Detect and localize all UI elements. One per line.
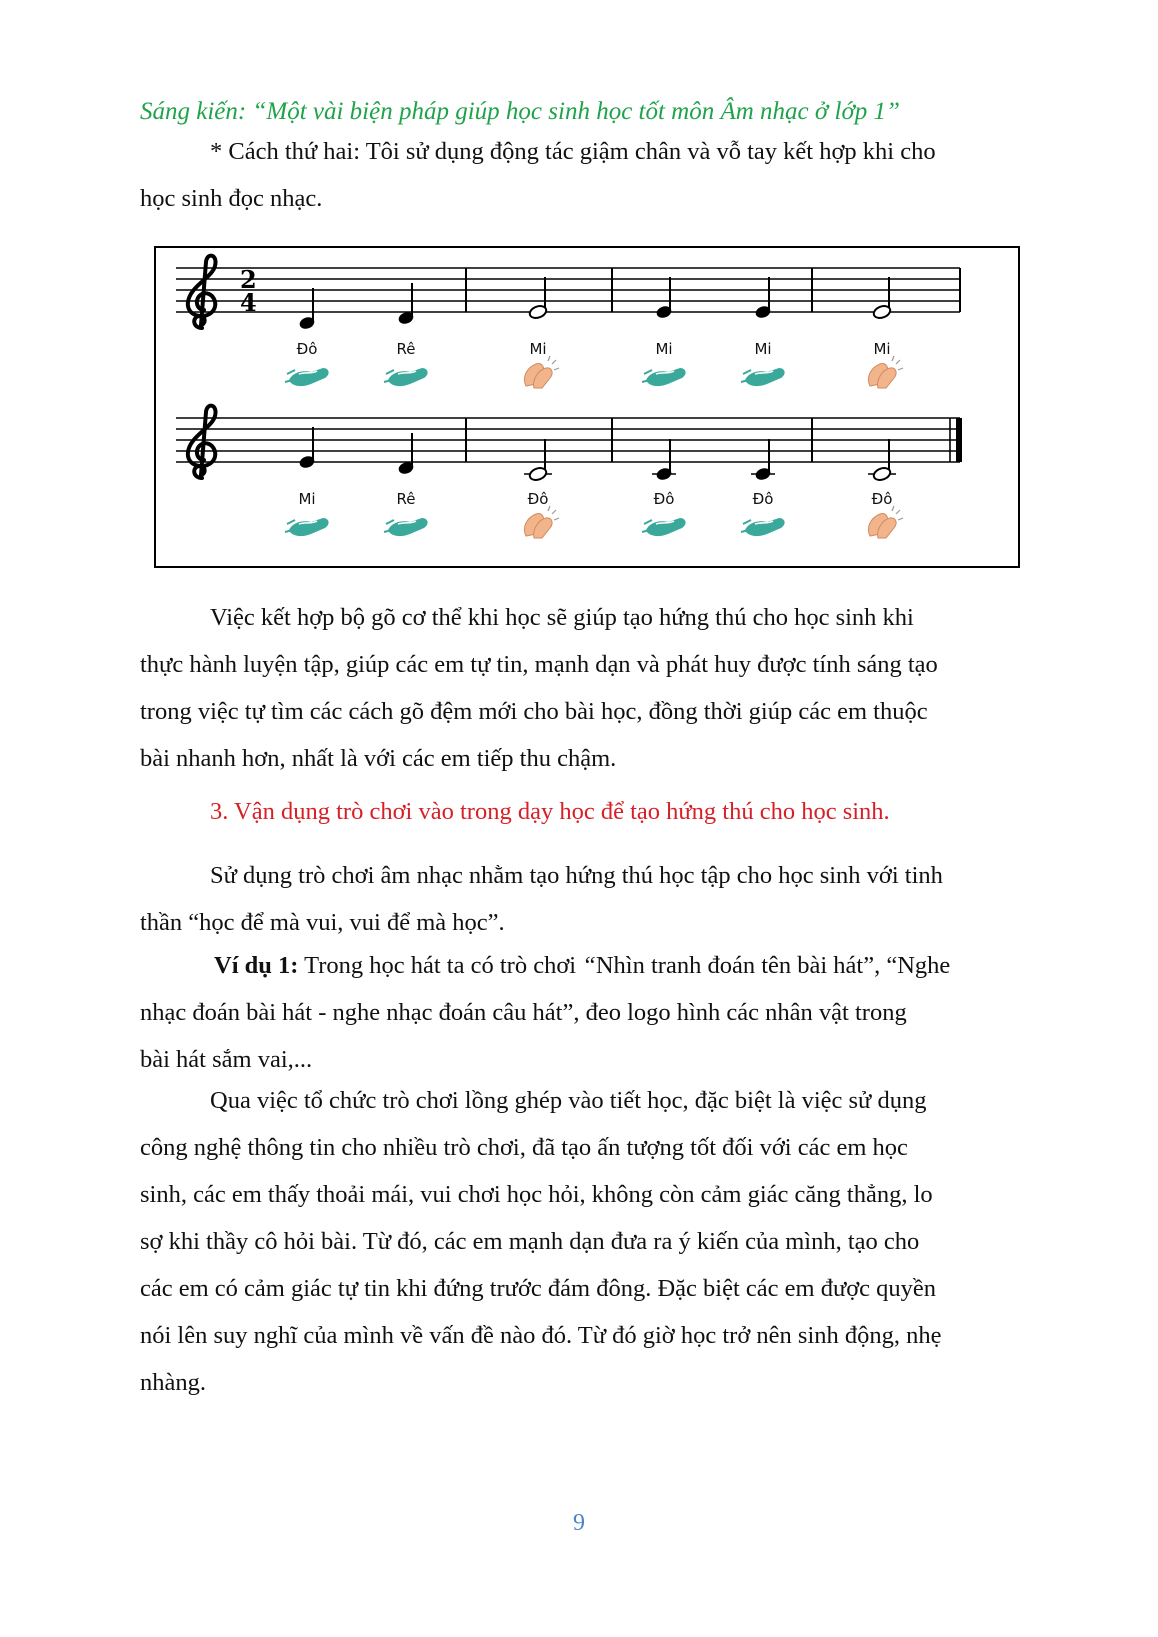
text-line: sợ khi thầy cô hỏi bài. Từ đó, các em mạnh dạn đưa ra ý kiến của mình, tạo cho [140,1228,920,1255]
solfege-label: Đô [527,490,549,508]
stomp-foot-icon [642,518,686,536]
clapping-hands-icon [868,356,903,388]
stomp-foot-icon [285,368,329,386]
music-score-figure [154,246,1020,568]
clapping-hands-icon [524,506,559,538]
intro-paragraph [140,128,1020,222]
clapping-hands-icon [524,356,559,388]
text-line [140,942,1020,989]
paragraph-game-benefits [140,1077,1020,1406]
example-label: Ví dụ 1: [214,952,299,979]
text-line: nhạc đoán bài hát - nghe nhạc đoán câu hát”, đeo logo hình các nhân vật trong [140,999,907,1026]
note [754,277,772,320]
solfege-label: Đô [653,490,675,508]
text-line: nói lên suy nghĩ của mình về vấn đề nào đó. Từ đó giờ học trở nên sinh động, nhẹ [140,1322,942,1349]
treble-clef-icon [188,406,216,478]
solfege-label: Đô [871,490,893,508]
text-fragment: Trong học hát ta có trò chơi [298,952,583,979]
solfege-label: Mi [529,340,547,358]
note [524,439,552,482]
note [298,427,316,470]
text-line: Việc kết hợp bộ gõ cơ thể khi học sẽ giúp tạo hứng thú cho học sinh khi [210,604,914,631]
paragraph-example-1 [140,942,1020,1083]
note [652,439,676,482]
stomp-foot-icon [384,518,428,536]
stomp-foot-icon [741,518,785,536]
stomp-foot-icon [642,368,686,386]
stomp-foot-icon [384,368,428,386]
note [298,288,316,331]
solfege-label: Mi [298,490,316,508]
stomp-foot-icon [285,518,329,536]
text-fragment: Nhìn tranh đoán tên bài hát”, “Nghe [595,952,951,979]
intro-line-1: * Cách thứ hai: Tôi sử dụng động tác giậm chân và vỗ tay kết hợp khi cho [210,138,936,165]
text-fragment: “ [582,952,596,979]
text-line: nhàng. [140,1369,206,1396]
text-line: bài hát sắm vai,... [140,1046,313,1073]
solfege-label: Đô [752,490,774,508]
text-line: công nghệ thông tin cho nhiều trò chơi, đã tạo ấn tượng tốt đối với các em học [140,1134,908,1161]
solfege-label: Rê [396,340,416,358]
final-barline-thick [956,418,962,462]
note [868,439,896,482]
solfege-label: Đô [296,340,318,358]
text-line: các em có cảm giác tự tin khi đứng trước đám đông. Đặc biệt các em được quyền [140,1275,937,1302]
text-line: thực hành luyện tập, giúp các em tự tin, mạnh dạn và phát huy được tính sáng tạo [140,651,938,678]
text-line: sinh, các em thấy thoải mái, vui chơi học hỏi, không còn cảm giác căng thẳng, lo [140,1181,933,1208]
text-line: Qua việc tổ chức trò chơi lồng ghép vào tiết học, đặc biệt là việc sử dụng [210,1087,927,1114]
page-number: 9 [573,1510,585,1536]
note [528,277,548,320]
treble-clef-icon [188,256,216,328]
solfege-label: Mi [873,340,891,358]
text-line: Sử dụng trò chơi âm nhạc nhằm tạo hứng thú học tập cho học sinh với tinh [210,862,943,889]
text-line: trong việc tự tìm các cách gõ đệm mới cho bài học, đồng thời giúp các em thuộc [140,698,928,725]
note [655,277,673,320]
text-line: bài nhanh hơn, nhất là với các em tiếp thu chậm. [140,745,617,772]
note [751,439,775,482]
text-line: thần “học để mà vui, vui để mà học”. [140,909,505,936]
paragraph-game-intro [140,852,1020,946]
action-icons [285,356,903,538]
time-signature-bottom: 4 [240,288,257,317]
clapping-hands-icon [868,506,903,538]
music-score-svg [156,248,1018,566]
note [872,277,892,320]
intro-line-2: học sinh đọc nhạc. [140,185,323,212]
document-header: Sáng kiến: “Một vài biện pháp giúp học sinh học tốt môn Âm nhạc ở lớp 1” [140,98,900,125]
section-heading: 3. Vận dụng trò chơi vào trong dạy học để tạo hứng thú cho học sinh. [210,798,890,825]
stomp-foot-icon [741,368,785,386]
staff-row-1 [176,256,960,331]
time-signature-top: 2 [240,265,257,294]
staff-row-2 [176,406,962,482]
paragraph-body-percussion [140,594,1020,782]
solfege-label: Rê [396,490,416,508]
solfege-label: Mi [754,340,772,358]
solfege-label: Mi [655,340,673,358]
